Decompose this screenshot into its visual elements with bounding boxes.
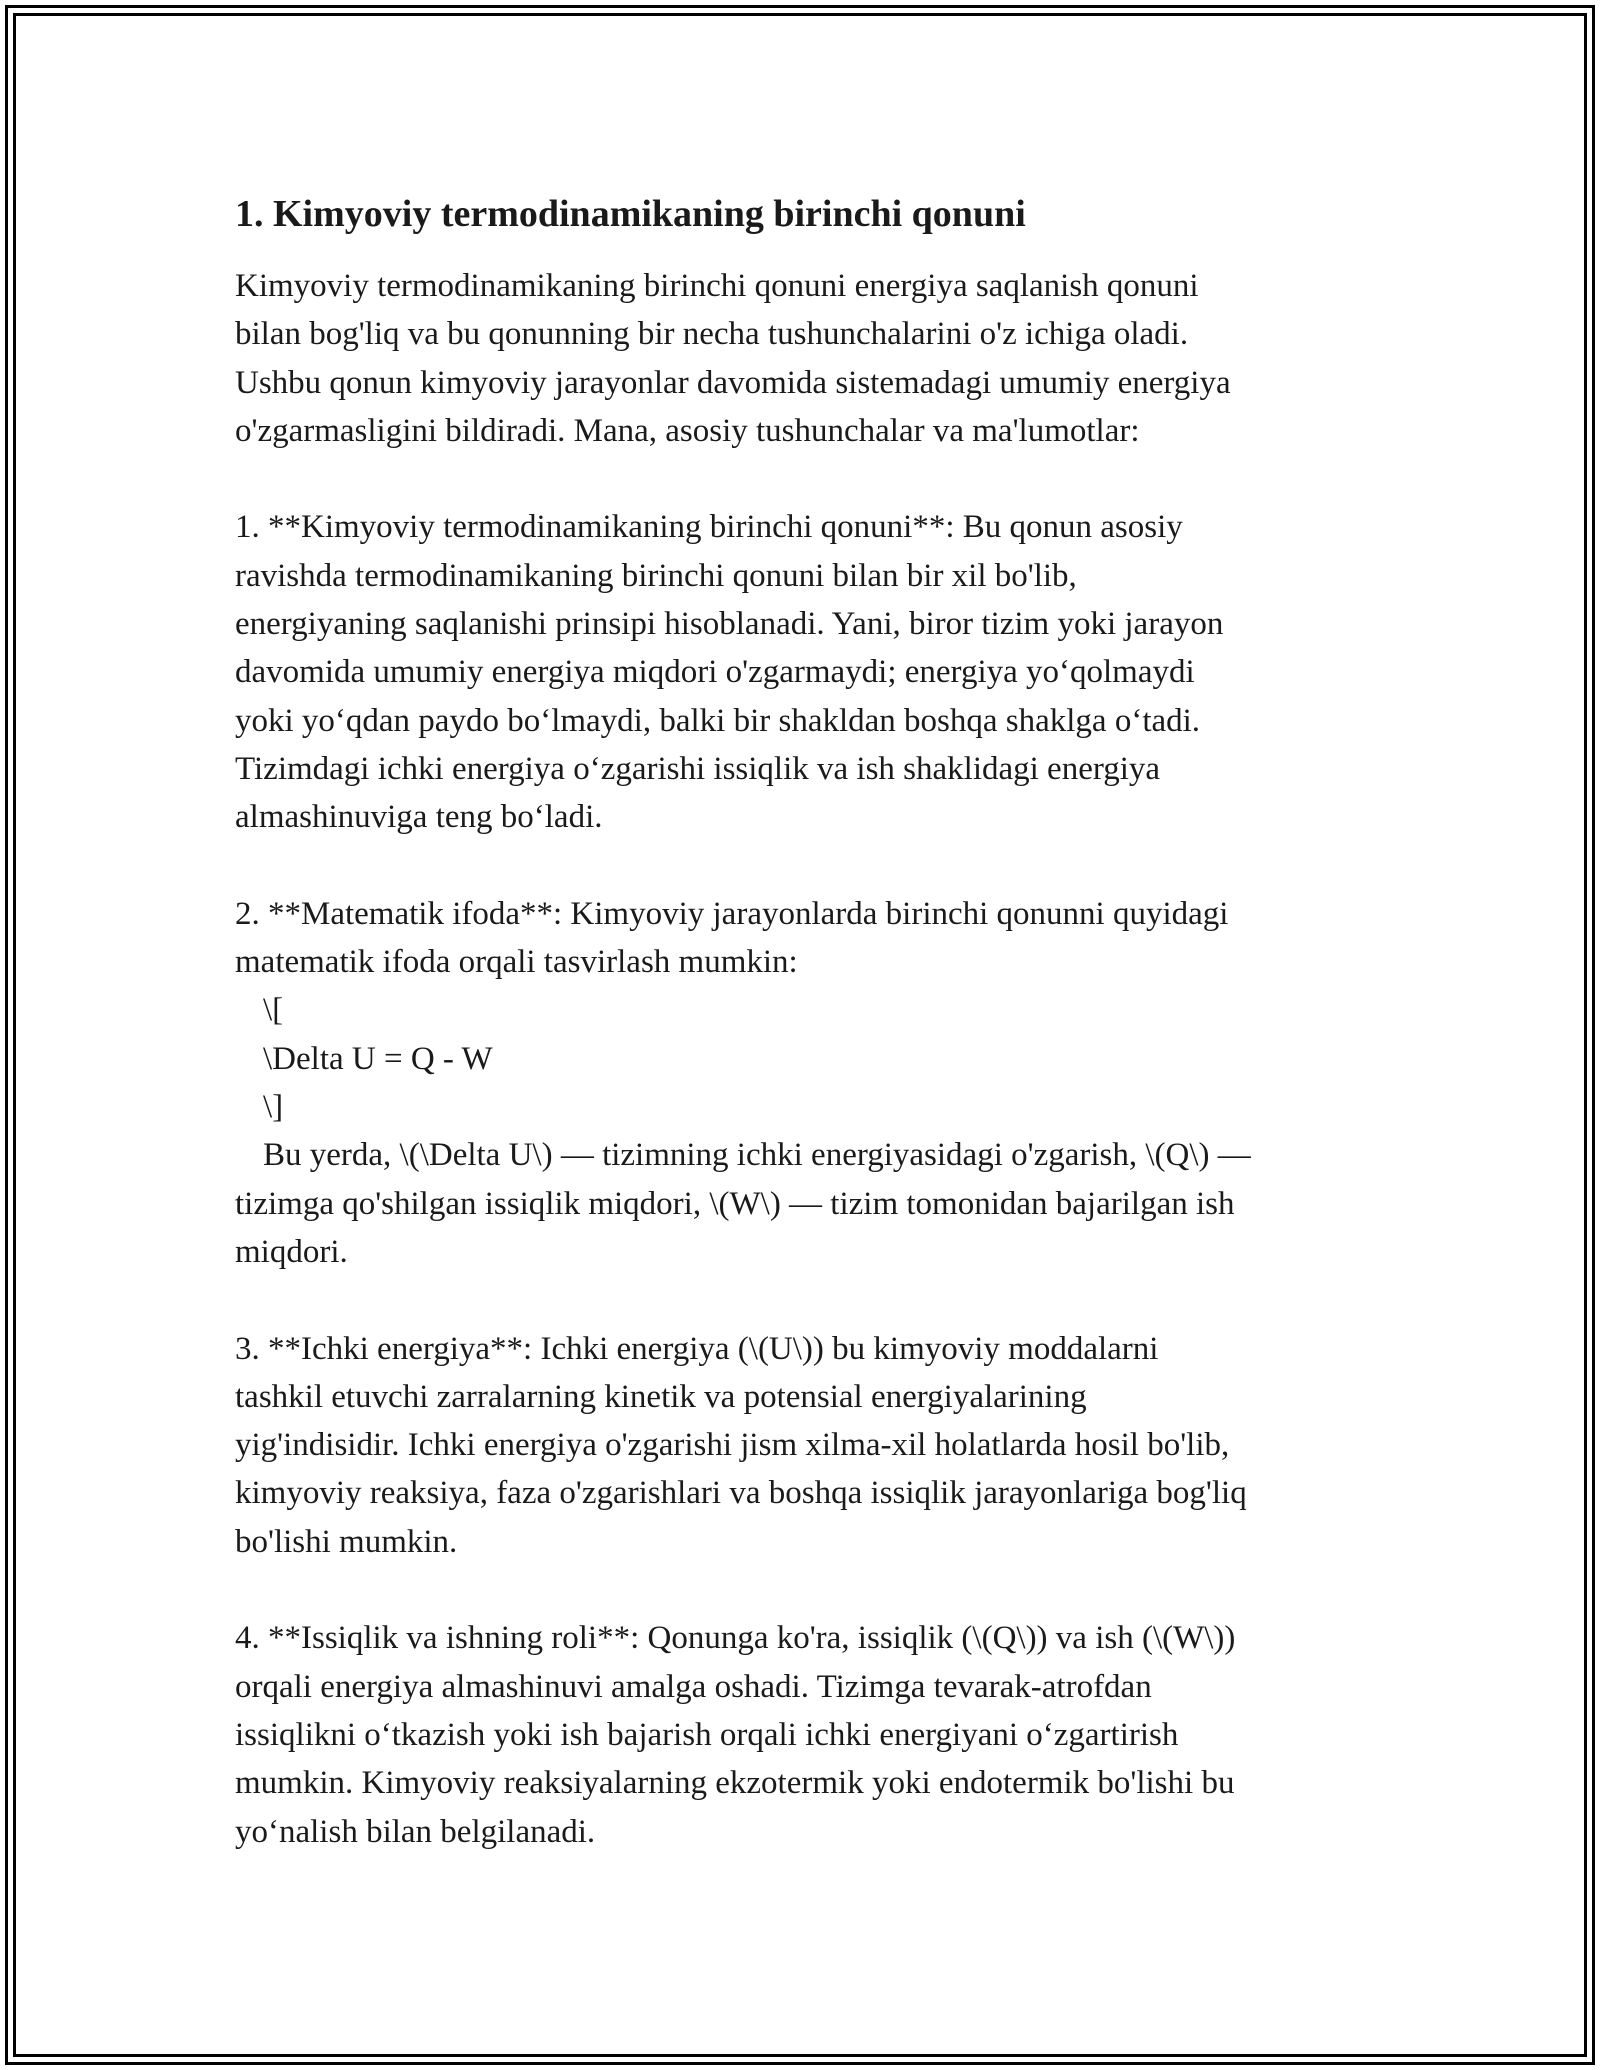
text-line: almashinuviga teng bo‘ladi. <box>235 799 603 836</box>
text-line: kimyoviy reaksiya, faza o'zgarishlari va boshqa issiqlik jarayonlariga bog'liq <box>235 1475 1247 1512</box>
text-line: orqali energiya almashinuvi amalga oshadi. Tizimga tevarak-atrofdan <box>235 1668 1152 1705</box>
text-line: o'zgarmasligini bildiradi. Mana, asosiy tushunchalar va ma'lumotlar: <box>235 412 1140 449</box>
list-item-heat-work <box>235 1614 1375 1855</box>
text-line: ravishda termodinamikaning birinchi qonuni bilan bir xil bo'lib, <box>235 557 1077 594</box>
text-line: issiqlikni o‘tkazish yoki ish bajarish orqali ichki energiyani o‘zgartirish <box>235 1716 1179 1753</box>
text-line: davomida umumiy energiya miqdori o'zgarmaydi; energiya yo‘qolmaydi <box>235 654 1195 691</box>
formula-explanation: Bu yerda, \(\Delta U\) — tizimning ichki energiyasidagi o'zgarish, \(Q\) — <box>263 1137 1251 1174</box>
text-line: yoki yo‘qdan paydo bo‘lmaydi, balki bir shakldan boshqa shaklga o‘tadi. <box>235 702 1201 739</box>
text-line: tizimga qo'shilgan issiqlik miqdori, \(W\) — tizim tomonidan bajarilgan ish <box>235 1185 1235 1222</box>
document-title: 1. Kimyoviy termodinamikaning birinchi qonuni <box>235 193 1026 235</box>
text-line: yo‘nalish bilan belgilanadi. <box>235 1813 596 1850</box>
text-line: bo'lishi mumkin. <box>235 1523 458 1560</box>
list-item-internal-energy <box>235 1325 1375 1566</box>
list-item-first-law <box>235 503 1375 841</box>
text-line: Tizimdagi ichki energiya o‘zgarishi issiqlik va ish shaklidagi energiya <box>235 750 1161 787</box>
formula-body: \Delta U = Q - W <box>263 1040 493 1077</box>
text-line: energiyaning saqlanishi prinsipi hisoblanadi. Yani, biror tizim yoki jarayon <box>235 606 1224 643</box>
paragraph-gap <box>235 455 1375 503</box>
text-line: yig'indisidir. Ichki energiya o'zgarishi jism xilma-xil holatlarda hosil bo'lib, <box>235 1427 1230 1464</box>
text-line: 4. **Issiqlik va ishning roli**: Qonunga ko'ra, issiqlik (\(Q\)) va ish (\(W\)) <box>235 1620 1236 1657</box>
formula-open: \[ <box>263 992 284 1029</box>
paragraph-gap <box>235 842 1375 890</box>
paragraph-gap <box>235 1566 1375 1614</box>
paragraph-gap <box>235 1276 1375 1324</box>
text-line: matematik ifoda orqali tasvirlash mumkin: <box>235 944 798 981</box>
text-line: bilan bog'liq va bu qonunning bir necha tushunchalarini o'z ichiga oladi. <box>235 316 1189 353</box>
text-line: mumkin. Kimyoviy reaksiyalarning ekzotermik yoki endotermik bo'lishi bu <box>235 1765 1235 1802</box>
text-line: 1. **Kimyoviy termodinamikaning birinchi qonuni**: Bu qonun asosiy <box>235 509 1183 546</box>
text-line: miqdori. <box>235 1233 348 1270</box>
list-item-math-expression <box>235 890 1375 1276</box>
text-line: Ushbu qonun kimyoviy jarayonlar davomida sistemadagi umumiy energiya <box>235 364 1231 401</box>
document-body <box>235 188 1375 1856</box>
text-line: 2. **Matematik ifoda**: Kimyoviy jarayonlarda birinchi qonunni quyidagi <box>235 895 1229 932</box>
text-line: 3. **Ichki energiya**: Ichki energiya (\(U\)) bu kimyoviy moddalarni <box>235 1330 1159 1367</box>
formula-close: \] <box>263 1089 284 1126</box>
text-line: Kimyoviy termodinamikaning birinchi qonuni energiya saqlanish qonuni <box>235 268 1199 304</box>
intro-paragraph <box>235 262 1375 455</box>
text-line: tashkil etuvchi zarralarning kinetik va potensial energiyalarining <box>235 1378 1087 1415</box>
